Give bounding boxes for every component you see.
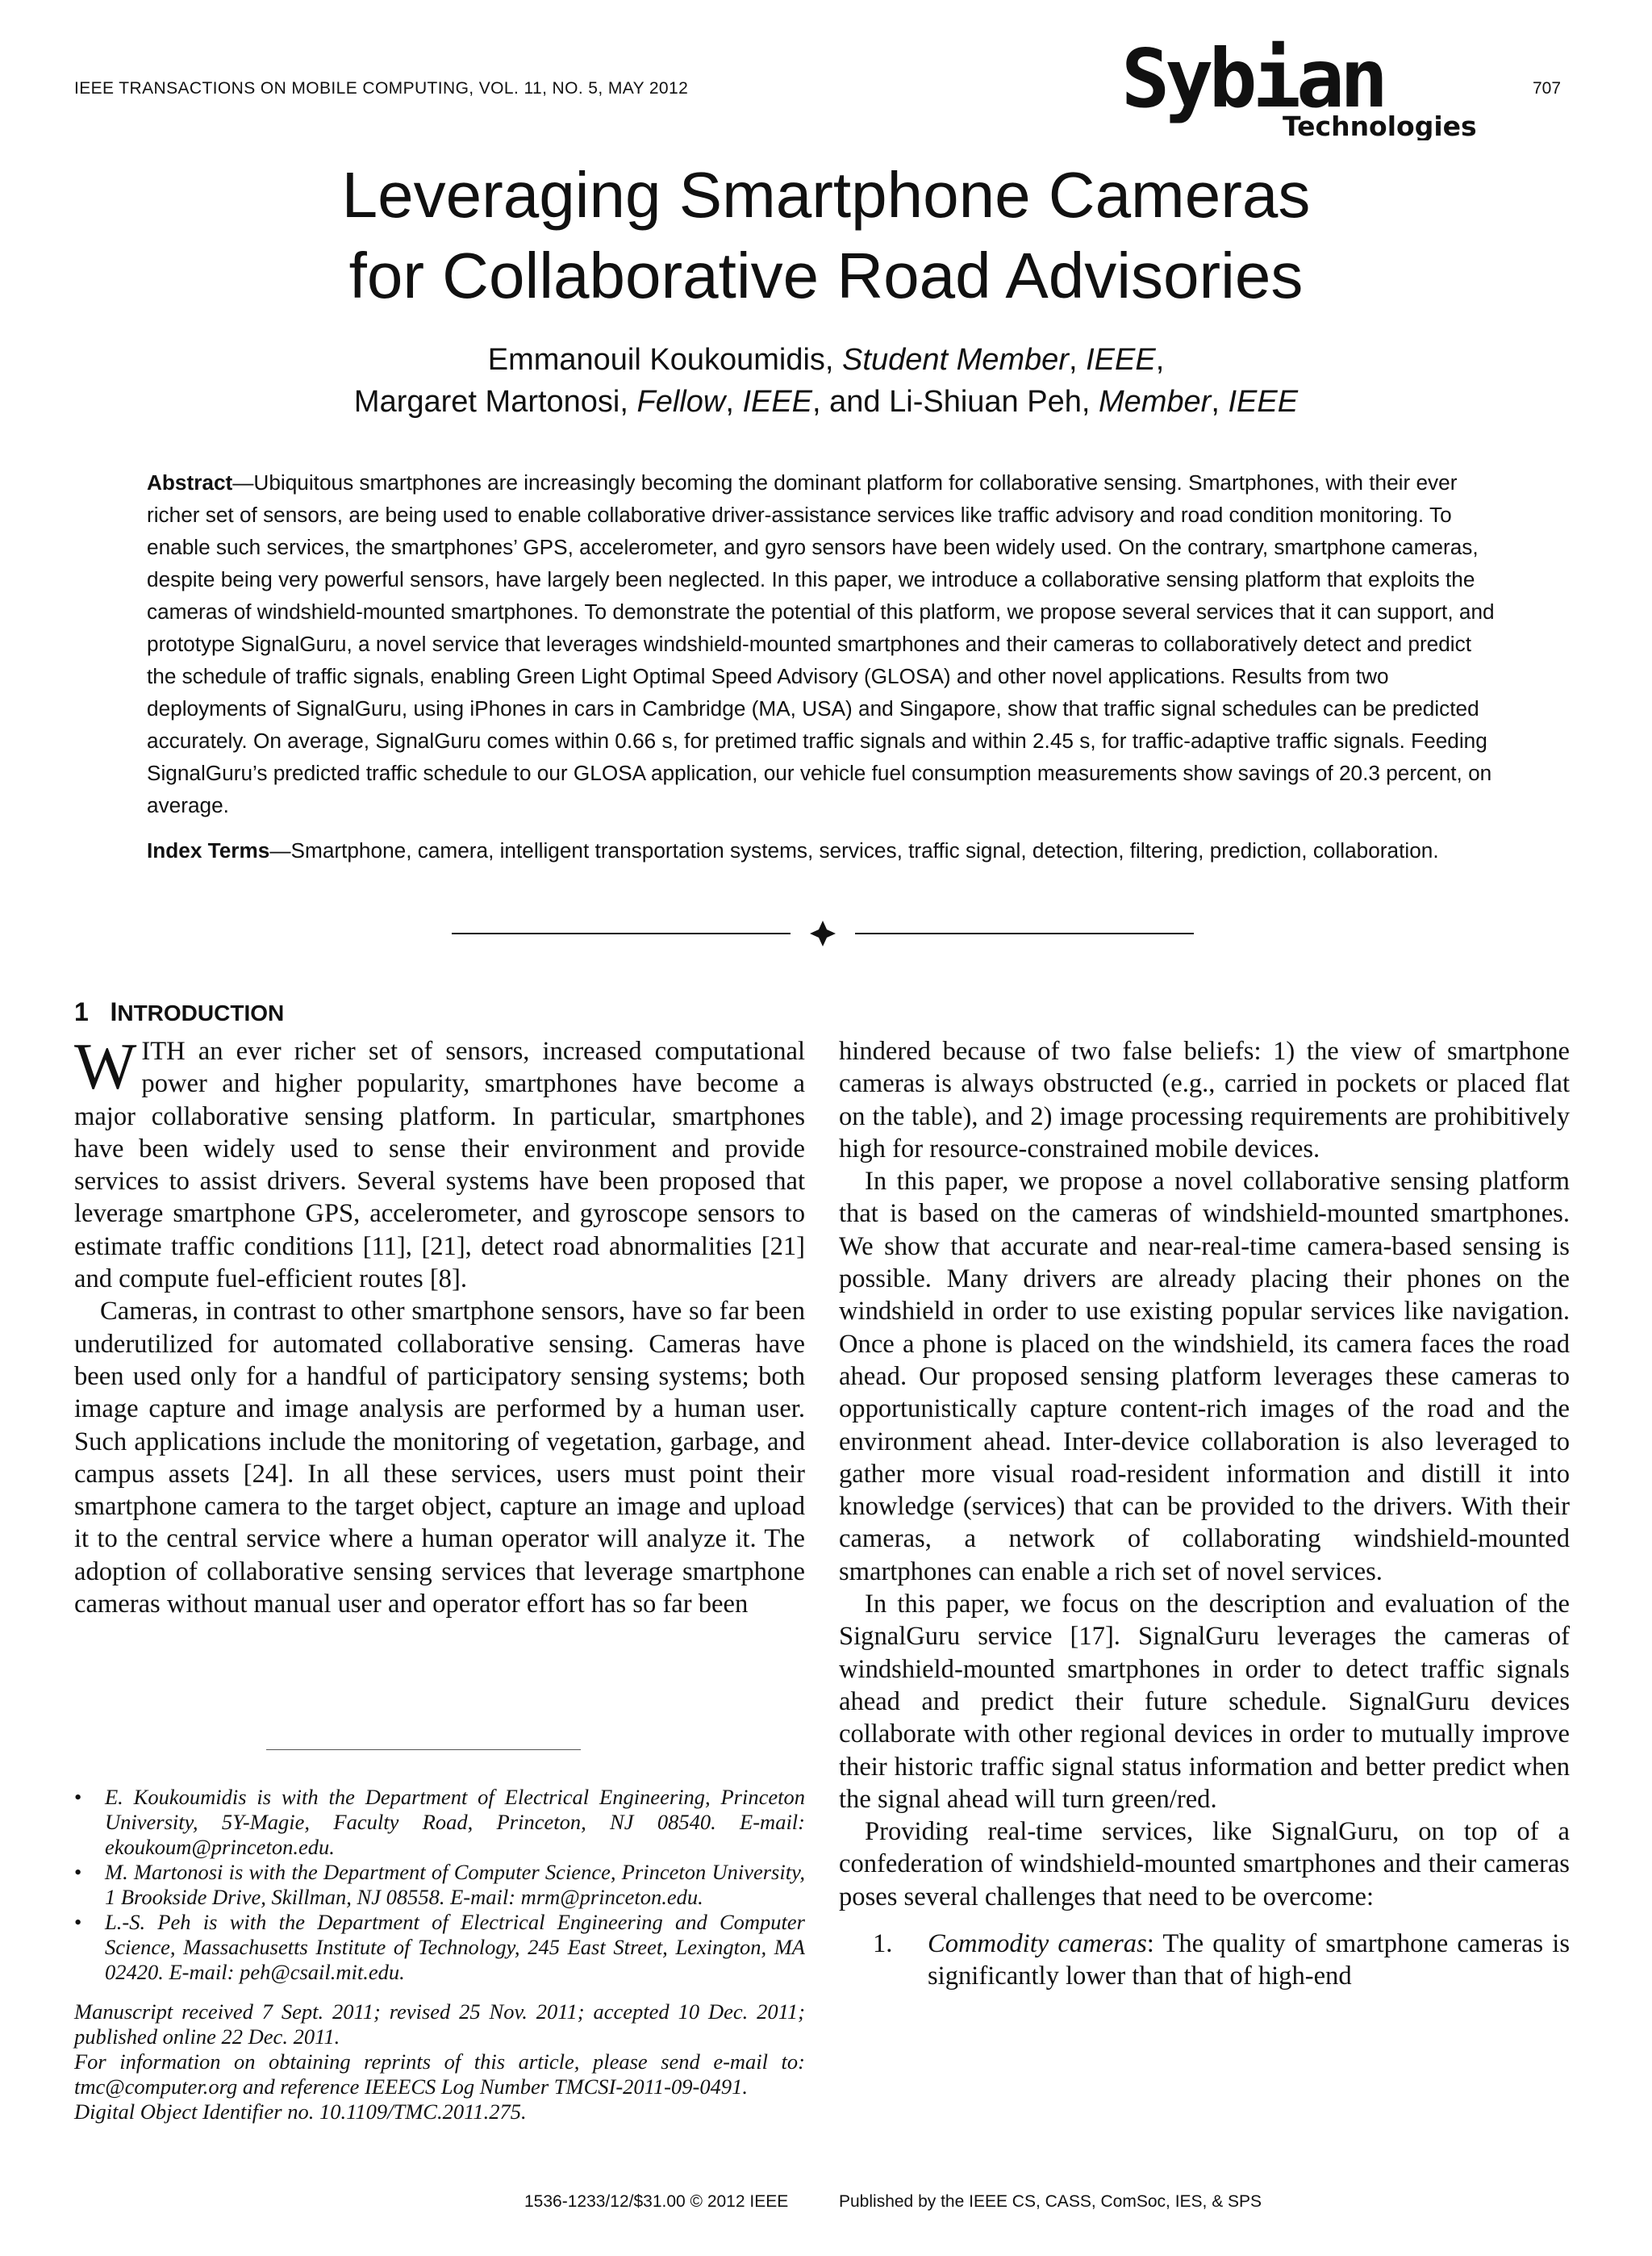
left-column xyxy=(74,1030,805,1620)
section-heading xyxy=(74,997,284,1027)
index-terms xyxy=(147,834,1505,867)
paper-title xyxy=(0,155,1652,316)
bullet-icon: • xyxy=(74,1785,82,1809)
footnote-2-text: M. Martonosi is with the Department of Computer Science, Princeton University, 1 Brookside Drive, Skillman, NJ 08558. E-mail: mrm@princeton.edu. xyxy=(105,1860,805,1909)
author-2-name: Margaret Martonosi, xyxy=(353,385,637,419)
list-number: 1. xyxy=(873,1929,893,1959)
intro-paragraph-5: In this paper, we focus on the description and evaluation of the SignalGuru service [17]. SignalGuru leverages the cameras of windshield-mounted smartphones in order to detect traffic signals ahead and predict their future schedule. SignalGuru devices collaborate with other regional devices in order to mutually improve their historic traffic signal status information and better predict when the signal ahead will turn green/red. xyxy=(839,1590,1570,1814)
list-item-term: Commodity cameras xyxy=(928,1929,1147,1959)
intro-paragraph-4: In this paper, we propose a novel collaborative sensing platform that is based on the cameras of windshield-mounted smartphones. We show that accurate and near-real-time camera-based sensing is possible. Many drivers are already placing their phones on the windshield in order to use existing popular services like navigation. Once a phone is placed on the windshield, its camera faces the road ahead. Our proposed sensing platform leverages these cameras to opportunistically capture content-rich images of the road and the environment ahead. Inter-device collaboration is also leveraged to gather more visual road-resident information and distill it into knowledge (services) that can be provided to the drivers. With their cameras, a network of collaborating windshield-mounted smartphones can enable a rich set of novel services. xyxy=(839,1167,1570,1586)
drop-cap: W xyxy=(74,1030,137,1103)
section-title-initial: I xyxy=(110,997,118,1026)
footnote-affiliation-3 xyxy=(74,1910,805,1985)
footnotes xyxy=(74,1785,805,2124)
page-number: 707 xyxy=(1533,79,1562,98)
section-number: 1 xyxy=(74,997,89,1026)
footnote-rule xyxy=(266,1749,581,1750)
section-title-rest: NTRODUCTION xyxy=(117,1001,285,1026)
intro-paragraph-3: hindered because of two false beliefs: 1) the view of smartphone cameras is always obstructed (e.g., carried in pockets or placed flat on the table), and 2) image processing requirements are prohibitively high for resource-constrained mobile devices. xyxy=(839,1037,1570,1164)
author-1-role: Student Member xyxy=(842,343,1069,377)
author-3-org: IEEE xyxy=(1228,385,1299,419)
author-line-1: Emmanouil Koukoumidis, Student Member, IEEE, xyxy=(487,343,1165,377)
section-divider xyxy=(452,917,1194,950)
footnote-1-text: E. Koukoumidis is with the Department of Electrical Engineering, Princeton University, 5Y-Magie, Faculty Road, Princeton, NJ 08540. E-mail: ekoukoum@princeton.edu. xyxy=(105,1785,805,1859)
author-3-role: Member xyxy=(1098,385,1212,419)
title-line-2: for Collaborative Road Advisories xyxy=(348,240,1304,311)
intro-paragraph-1 xyxy=(74,1030,805,1295)
footnote-affiliation-1 xyxy=(74,1785,805,1860)
author-2-org: IEEE xyxy=(742,385,813,419)
author-1-name: Emmanouil Koukoumidis, xyxy=(487,343,843,377)
bullet-icon: • xyxy=(74,1910,82,1934)
intro-paragraph-6: Providing real-time services, like SignalGuru, on top of a confederation of windshield-mounted smartphones and their cameras poses several challenges that need to be overcome: xyxy=(839,1817,1570,1911)
publisher-line: Published by the IEEE CS, CASS, ComSoc, IES, & SPS xyxy=(839,2192,1262,2211)
abstract-text: —Ubiquitous smartphones are increasingly becoming the dominant platform for collaborative sensing. Smartphones, with their ever richer set of sensors, are being used to enable collaborative driver-assistance services like traffic advisory and road condition monitoring. To enable such services, the smartphones’ GPS, accelerometer, and gyro sensors have been widely used. On the contrary, smartphone cameras, despite being very powerful sensors, have largely been neglected. In this paper, we introduce a collaborative sensing platform that exploits the cameras of windshield-mounted smartphones. To demonstrate the potential of this platform, we propose several services that it can support, and prototype SignalGuru, a novel service that leverages windshield-mounted smartphones and their cameras to collaboratively detect and predict the schedule of traffic signals, enabling Green Light Optimal Speed Advisory (GLOSA) and other novel applications. Results from two deployments of SignalGuru, using iPhones in cars in Cambridge (MA, USA) and Singapore, show that traffic signal schedules can be predicted accurately. On average, SignalGuru comes within 0.66 s, for pretimed traffic signals and within 2.45 s, for traffic-adaptive traffic signals. Feeding SignalGuru’s predicted traffic schedule to our GLOSA application, our vehicle fuel consumption measurements show savings of 20.3 percent, on average. xyxy=(147,470,1495,817)
author-line-2: Margaret Martonosi, Fellow, IEEE, and Li-Shiuan Peh, Member, IEEE xyxy=(353,385,1299,419)
index-terms-label: Index Terms xyxy=(147,838,270,863)
author-3-name: Li-Shiuan Peh, xyxy=(889,385,1099,419)
list-item-text: : The quality of smartphone cameras is significantly lower than that of high-end xyxy=(928,1929,1570,1991)
reprint-info: For information on obtaining reprints of this article, please send e-mail to: tmc@computer.org and reference IEEECS Log Number TMCSI-2011-09-0491. xyxy=(74,2049,805,2099)
abstract xyxy=(147,466,1505,821)
running-head: IEEE TRANSACTIONS ON MOBILE COMPUTING, VOL. 11, NO. 5, MAY 2012 xyxy=(74,79,689,98)
intro-smallcaps: ITH xyxy=(141,1037,186,1066)
doi-info: Digital Object Identifier no. 10.1109/TMC.2011.275. xyxy=(74,2099,527,2124)
right-column xyxy=(839,1035,1570,1993)
index-terms-text: —Smartphone, camera, intelligent transportation systems, services, traffic signal, detection, filtering, prediction, collaboration. xyxy=(269,838,1439,863)
author-2-role: Fellow xyxy=(636,385,726,419)
intro-p1-text: an ever richer set of sensors, increased computational power and higher popularity, smartphones have become a major collaborative sensing platform. In particular, smartphones have been widely used to sense their environment and provide services to assist drivers. Several systems have been proposed that leverage smartphone GPS, accelerometer, and gyroscope sensors to estimate traffic conditions [11], [21], detect road abnormalities [21] and compute fuel-efficient routes [8]. xyxy=(74,1037,805,1294)
logo-main-text: Sybian xyxy=(1121,36,1384,126)
logo-sub-text: Technologies xyxy=(1283,111,1477,140)
footnote-3-text: L.-S. Peh is with the Department of Electrical Engineering and Computer Science, Massachusetts Institute of Technology, 245 East Street, Lexington, MA 02420. E-mail: peh@csail.mit.edu. xyxy=(105,1910,805,1984)
author-1-org: IEEE xyxy=(1086,343,1156,377)
intro-paragraph-2: Cameras, in contrast to other smartphone sensors, have so far been underutilized for automated collaborative sensing. Cameras have been used only for a handful of participatory sensing systems; both image capture and image analysis are performed by a human user. Such applications include the monitoring of vegetation, garbage, and campus assets [24]. In all these services, users must point their smartphone camera to the target object, capture an image and upload it to the central service where a human operator will analyze it. The adoption of collaborative sensing services that leverage smartphone cameras without manual user and operator effort has so far been xyxy=(74,1297,805,1619)
manuscript-info xyxy=(74,1999,805,2124)
copyright-line: 1536-1233/12/$31.00 © 2012 IEEE xyxy=(524,2192,789,2211)
title-line-1: Leveraging Smartphone Cameras xyxy=(341,159,1311,231)
author-conjunction: , and xyxy=(812,385,890,419)
author-list xyxy=(0,339,1652,423)
abstract-label: Abstract xyxy=(147,470,233,495)
challenge-list-item-1 xyxy=(839,1928,1570,1993)
sybian-logo xyxy=(1113,36,1484,140)
bullet-icon: • xyxy=(74,1860,82,1884)
manuscript-dates: Manuscript received 7 Sept. 2011; revised 25 Nov. 2011; accepted 10 Dec. 2011; published online 22 Dec. 2011. xyxy=(74,1999,805,2049)
footnote-affiliation-2 xyxy=(74,1860,805,1910)
